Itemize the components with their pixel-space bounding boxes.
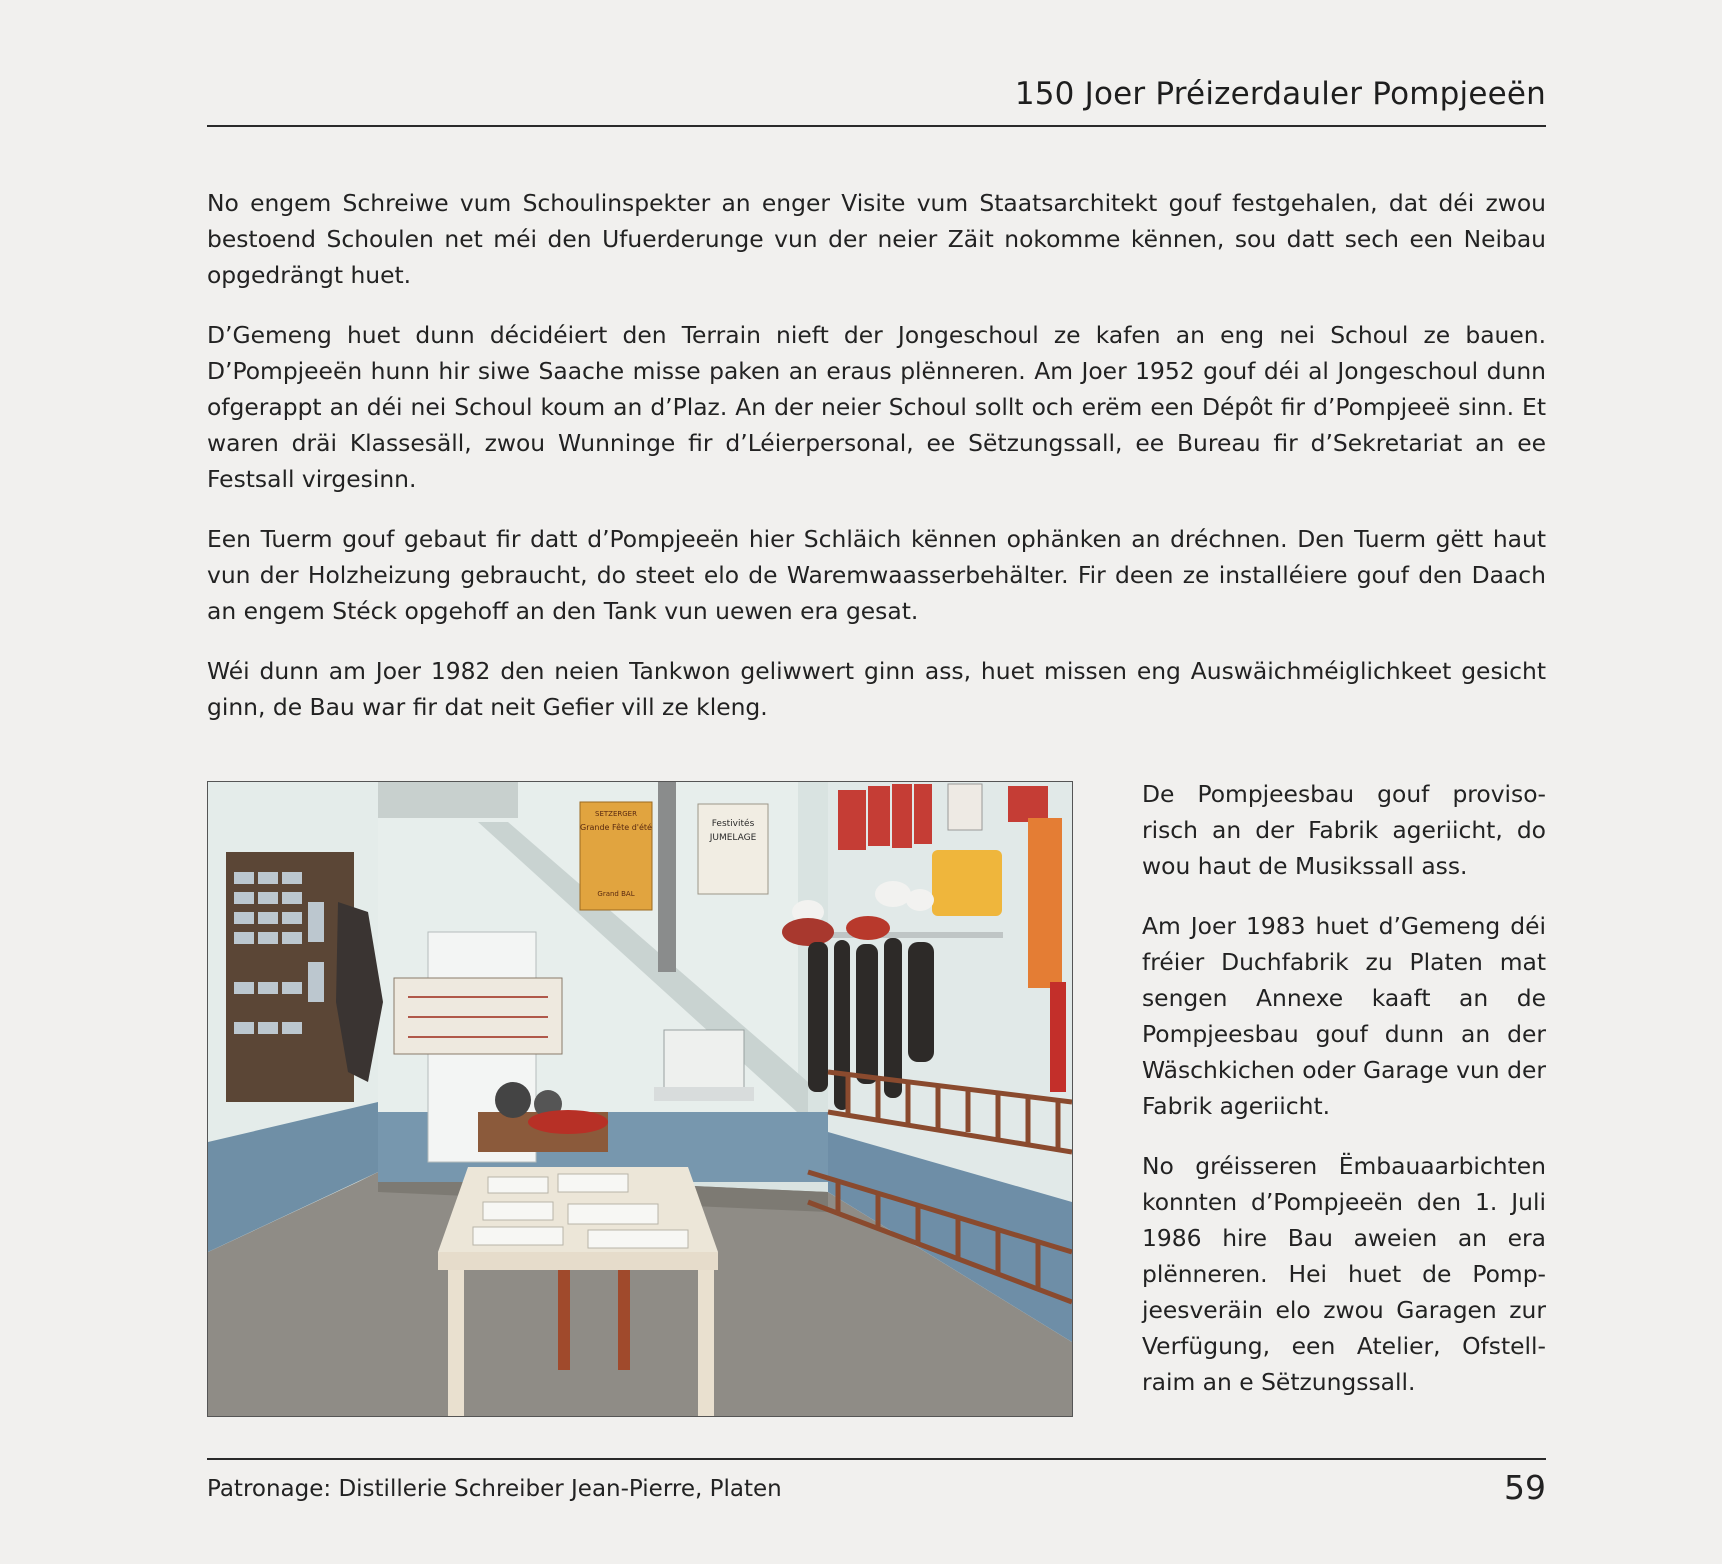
stovepipe (658, 782, 676, 972)
sidebar-paragraph-2: Am Joer 1983 huet d’Gemeng déi fréier Duchfabrik zu Platen mat sengen Annexe kaaft an de Pompjeesbau gouf dunn an der Wäschkichen oder Garage vun der Fabrik ageriicht. (1142, 912, 1546, 1120)
yellow-jerrycan (932, 850, 1002, 916)
footer-rule (207, 1458, 1546, 1460)
poster-jumelage (698, 804, 768, 894)
fire-station-interior-photo (207, 781, 1073, 1417)
wall-device (664, 1030, 744, 1090)
sidebar-paragraph-1: De Pompjeesbau gouf provisorisch an der Fabrik ageriicht, do wou haut de Musikssall ass. (1142, 780, 1546, 880)
main-text (207, 185, 1546, 749)
sidebar-paragraph-3: No gréisseren Ëmbauaarbichten konnten d’Pompjeeën den 1. Juli 1986 hire Bau aweien an era plënneren. Hei huet de Pompjeesveräin elo zwou Garagen zur Verfügung, een Atelier, Ofstellraim an e Sëtzungssall. (1142, 1152, 1546, 1396)
page-number: 59 (1504, 1468, 1546, 1507)
header-rule (207, 125, 1546, 127)
extinguisher (1050, 982, 1066, 1092)
sidebar-text (1142, 776, 1546, 1424)
paragraph-1: No engem Schreiwe vum Schoulinspekter an enger Visite vum Staatsarchitekt gouf festgehalen, dat déi zwou bestoend Schoulen net méi den Ufuerderunge vun der neier Zäit nokomme kënnen, sou datt sech een Neibau opgedrängt huet. (207, 189, 1546, 289)
poster-1-line3: Grand BAL (597, 890, 635, 898)
poster-1-line1: SETZERGER (595, 810, 637, 818)
poster-2-line2: JUMELAGE (709, 833, 757, 843)
poster-1-line2: Grande Fête d'été (580, 823, 652, 832)
paragraph-3: Een Tuerm gouf gebaut fir datt d’Pompjeeën hier Schläich kënnen ophänken an dréchnen. Den Tuerm gëtt haut vun der Holzheizung gebraucht, do steet elo de Waremwaasserbehälter. Fir deen ze installéiere gouf den Daach an engem Stéck opgehoff an den Tank vun uewen era gesat. (207, 525, 1546, 625)
poster-2-line1: Festivités (711, 819, 755, 829)
rolled-hose (528, 1110, 608, 1134)
running-title: 150 Joer Préizerdauler Pompjeeën (1014, 76, 1546, 112)
paragraph-4: Wéi dunn am Joer 1982 den neien Tankwon geliwwert ginn ass, huet missen eng Auswäichméiglichkeet gesicht ginn, de Bau war fir dat neit Gefier vill ze kleng. (207, 657, 1546, 721)
patronage-note: Patronage: Distillerie Schreiber Jean-Pierre, Platen (207, 1476, 782, 1502)
bulletin-board (226, 852, 354, 1102)
helmet (875, 881, 911, 907)
orange-notice (1028, 818, 1062, 988)
paragraph-2: D’Gemeng huet dunn décidéiert den Terrain nieft der Jongeschoul ze kafen an eng nei Schoul ze bauen. D’Pompjeeën hunn hir siwe Saache misse paken an eraus plënneren. Am Joer 1952 gouf déi al Jongeschoul dunn ofgerappt an déi nei Schoul koum an d’Plaz. An der neier Schoul sollt och erëm een Dépôt fir d’Pompjeeë sinn. Et waren dräi Klassesäll, zwou Wunninge fir d’Léierpersonal, ee Sëtzungssall, ee Bureau fir d’Sekretariat an ee Festsall virgesinn. (207, 321, 1546, 493)
